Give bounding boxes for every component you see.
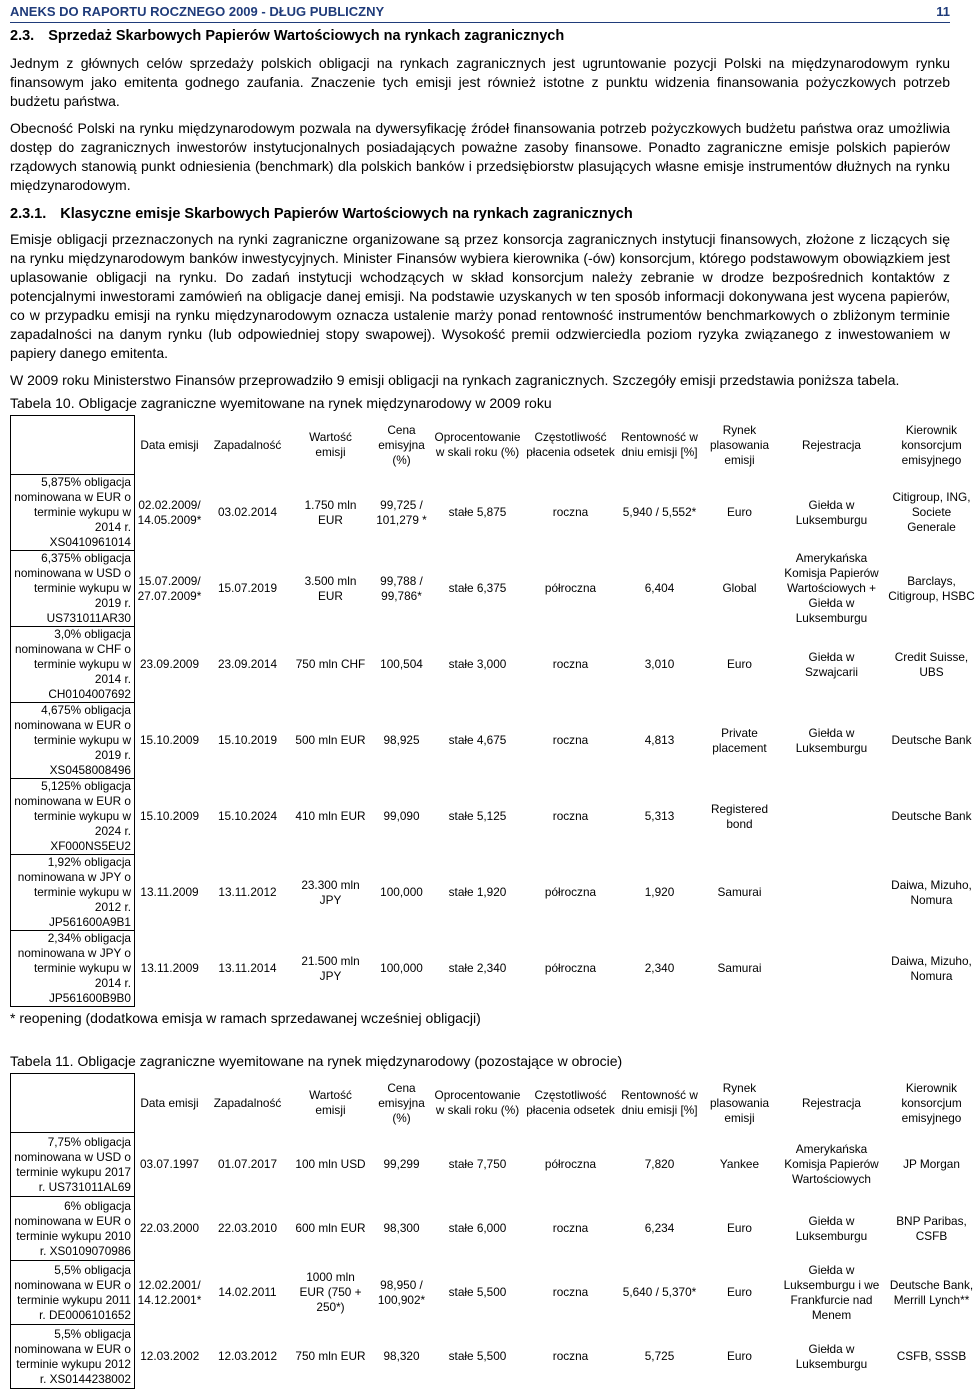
table-row	[11, 1133, 979, 1197]
bond-name-cell: 2,34% obligacja nominowana w JPY o terminie wykupu w 2014 r. JP561600B9B0	[11, 931, 135, 1007]
bond-name-cell: 7,75% obligacja nominowana w USD o terminie wykupu 2017 r. US731011AL69	[11, 1133, 135, 1197]
table-cell: roczna	[552, 1285, 589, 1299]
table-cell: 98,300	[383, 1221, 420, 1235]
table-cell: 98,950 / 100,902*	[377, 1277, 426, 1307]
column-header: Zapadalność	[213, 1095, 282, 1110]
table-cell: Samurai	[717, 961, 762, 975]
table-cell: 6,404	[644, 581, 675, 595]
subsection-title: Klasyczne emisje Skarbowych Papierów Wartościowych na rynkach zagranicznych	[60, 206, 633, 222]
table-cell: 12.03.2012	[217, 1349, 278, 1363]
table-cell: 22.03.2010	[217, 1221, 278, 1235]
column-header: Częstotliwość płacenia odsetek	[526, 430, 615, 459]
table-cell: 13.11.2012	[218, 885, 277, 899]
table-cell: BNP Paribas, CSFB	[896, 1213, 967, 1243]
paragraph: W 2009 roku Ministerstwo Finansów przeprowadziło 9 emisji obligacji na rynkach zagranicznych. Szczegóły emisji przedstawia poniższa tabela.	[10, 372, 900, 388]
table-cell: stałe 5,875	[448, 505, 507, 519]
table-cell: 3.500 mln EUR	[304, 573, 357, 603]
column-header: Rejestracja	[801, 437, 861, 452]
table-cell: półroczna	[544, 885, 597, 899]
table-cell: stałe 3,000	[448, 657, 507, 671]
table-cell: roczna	[552, 733, 589, 747]
table-cell: 98,925	[383, 733, 420, 747]
paragraph: Emisje obligacji przeznaczonych na rynki zagraniczne organizowane są przez konsorcja zagranicznych instytucji finansowych, złożone z liczących się na rynku międzynarodowym banków inwestycyjnych. Minister Finansów wybiera kierownika (-ów) konsorcjum, którego podstawowym obowiązkiem jest uplasowanie obligacji na rynku. Do zadań instytucji wchodzących w skład konsorcjum należy zebranie w drodze bezpośrednich kontaktów z potencjalnymi inwestorami zamówień na obligacje danej emisji. Na podstawie uzyskanych w ten sposób informacji dokonywana jest wycena papierów, co w przypadku emisji na rynku międzynarodowym oznacza ustalenie marży ponad rentowność instrumentów benchmarkowych o zbliżonym terminie zapadalności na danym rynku (lub odpowiedniej stopy swapowej). Wysokość premii odzwierciedla poziom ryzyka związanego z inwestowaniem w papiery danego emitenta.	[10, 231, 950, 361]
table-cell: stałe 2,340	[448, 961, 507, 975]
column-header: Kierownik konsorcjum emisyjnego	[901, 422, 962, 467]
table-cell: 03.07.1997	[139, 1157, 200, 1171]
table-header-row	[11, 416, 979, 475]
table-cell: 100 mln USD	[295, 1157, 366, 1171]
table-cell: Giełda w Luksemburgu	[795, 497, 868, 527]
table-cell: Deutsche Bank	[891, 733, 972, 747]
table-cell	[779, 779, 885, 855]
table-cell: 7,820	[644, 1157, 675, 1171]
table-cell: Giełda w Luksemburgu	[795, 725, 868, 755]
table-cell: stałe 7,750	[448, 1157, 507, 1171]
table-cell: 23.09.2014	[217, 657, 278, 671]
table-cell: 5,313	[644, 809, 675, 823]
table-cell: 14.02.2011	[218, 1285, 277, 1299]
table-cell: Private placement	[712, 725, 767, 755]
table-row	[11, 551, 979, 627]
table-cell: Euro	[727, 657, 752, 671]
table-cell	[779, 931, 885, 1007]
bond-name-cell: 6,375% obligacja nominowana w USD o terminie wykupu w 2019 r. US731011AR30	[11, 551, 135, 627]
table-cell: 100,000	[380, 961, 423, 975]
table-cell	[779, 855, 885, 931]
column-header: Rynek plasowania emisji	[709, 422, 770, 467]
table-cell: 12.03.2002	[140, 1349, 200, 1363]
column-header: Zapadalność	[213, 437, 282, 452]
table-cell: roczna	[552, 505, 589, 519]
subsection-heading	[10, 205, 950, 224]
table-cell: 750 mln CHF	[295, 657, 366, 671]
table-cell: Citigroup, ING, Societe Generale	[892, 490, 971, 534]
bond-name-cell: 5,875% obligacja nominowana w EUR o terminie wykupu w 2014 r. XS0410961014	[11, 475, 135, 551]
table-cell: 15.10.2009	[139, 809, 200, 823]
table-cell: Samurai	[717, 885, 762, 899]
table-cell: stałe 5,500	[448, 1349, 507, 1363]
table-cell: 12.02.2001/ 14.12.2001*	[137, 1277, 202, 1307]
table-cell: roczna	[552, 809, 589, 823]
table-cell: JP Morgan	[903, 1157, 960, 1171]
table-cell: 15.10.2009	[139, 733, 200, 747]
table-cell: stałe 5,125	[448, 809, 507, 823]
table-cell: stałe 4,675	[448, 733, 507, 747]
table-cell: roczna	[552, 1221, 589, 1235]
bond-name-cell: 5,5% obligacja nominowana w EUR o terminie wykupu 2011 r. DE0006101652	[11, 1261, 135, 1325]
table-cell: 98,320	[383, 1349, 420, 1363]
table-cell: 22.03.2000	[139, 1221, 200, 1235]
table-cell: 01.07.2017	[217, 1157, 278, 1171]
table-cell: Deutsche Bank	[891, 809, 972, 823]
page-content	[10, 27, 975, 1389]
column-header: Rentowność w dniu emisji [%]	[621, 1088, 698, 1117]
table-cell: stałe 5,500	[448, 1285, 507, 1299]
table-cell: 99,725 / 101,279 *	[376, 497, 427, 527]
bond-name-cell: 4,675% obligacja nominowana w EUR o terminie wykupu w 2019 r. XS0458008496	[11, 703, 135, 779]
table-cell: 1000 mln EUR (750 + 250*)	[299, 1270, 362, 1314]
table-header-row	[11, 1074, 979, 1133]
table-row	[11, 1325, 979, 1389]
table-row	[11, 703, 979, 779]
table-cell: Euro	[727, 1349, 752, 1363]
table11-caption: Tabela 11. Obligacje zagraniczne wyemitowane na rynek międzynarodowy (pozostające w obrocie)	[10, 1053, 623, 1069]
table-cell: 100,504	[380, 657, 423, 671]
table-cell: Giełda w Luksemburgu	[795, 1213, 868, 1243]
column-header: Cena emisyjna (%)	[378, 422, 425, 467]
table-cell: 15.10.2024	[217, 809, 278, 823]
column-header: Oprocentowanie w skali roku (%)	[434, 430, 521, 459]
table-cell: roczna	[552, 1349, 589, 1363]
table-cell: CSFB, SSSB	[896, 1349, 967, 1363]
table-cell: Daiwa, Mizuho, Nomura	[891, 953, 972, 983]
subsection-number: 2.3.1.	[10, 206, 47, 222]
table-cell: Daiwa, Mizuho, Nomura	[891, 877, 972, 907]
table-cell: 21.500 mln JPY	[301, 953, 360, 983]
table-row	[11, 1261, 979, 1325]
bond-name-cell: 5,5% obligacja nominowana w EUR o terminie wykupu 2012 r. XS0144238002	[11, 1325, 135, 1389]
table-row	[11, 779, 979, 855]
page-number: 11	[936, 4, 950, 19]
table-cell: Yankee	[719, 1157, 760, 1171]
column-header: Kierownik konsorcjum emisyjnego	[901, 1080, 962, 1125]
report-title: ANEKS DO RAPORTU ROCZNEGO 2009 - DŁUG PUBLICZNY	[10, 4, 385, 19]
table-cell: Giełda w Luksemburgu i we Frankfurcie nad Menem	[783, 1262, 880, 1322]
table10-footnote: * reopening (dodatkowa emisja w ramach sprzedawanej wcześniej obligacji)	[10, 1010, 481, 1026]
bond-name-cell: 3,0% obligacja nominowana w CHF o terminie wykupu w 2014 r. CH0104007692	[11, 627, 135, 703]
table-cell: Registered bond	[710, 801, 769, 831]
column-header: Wartość emisji	[309, 1088, 352, 1117]
table-cell: 6,234	[644, 1221, 675, 1235]
column-header: Data emisji	[140, 1095, 199, 1110]
table-cell: 15.10.2019	[217, 733, 278, 747]
column-header: Wartość emisji	[309, 430, 352, 459]
table-cell: Giełda w Szwajcarii	[804, 649, 859, 679]
table-cell: stałe 1,920	[448, 885, 507, 899]
page-header	[10, 2, 950, 23]
table-cell: roczna	[552, 657, 589, 671]
column-header: Rynek plasowania emisji	[709, 1080, 770, 1125]
table-row	[11, 627, 979, 703]
table11	[10, 1073, 979, 1389]
table-cell: 99,788 / 99,786*	[380, 573, 423, 603]
table-cell: 13.11.2014	[218, 961, 277, 975]
column-header: Rentowność w dniu emisji [%]	[621, 430, 698, 459]
bond-name-cell: 1,92% obligacja nominowana w JPY o terminie wykupu w 2012 r. JP561600A9B1	[11, 855, 135, 931]
header-blank-cell	[11, 416, 135, 475]
table-cell: Global	[722, 581, 757, 595]
table-row	[11, 855, 979, 931]
table-cell: 5,640 / 5,370*	[622, 1285, 697, 1299]
table-cell: 02.02.2009/ 14.05.2009*	[137, 497, 202, 527]
table-cell: 23.300 mln JPY	[301, 877, 360, 907]
bond-name-cell: 6% obligacja nominowana w EUR o terminie wykupu 2010 r. XS0109070986	[11, 1197, 135, 1261]
column-header: Data emisji	[140, 437, 199, 452]
table-cell: 1,920	[644, 885, 675, 899]
table10-caption: Tabela 10. Obligacje zagraniczne wyemitowane na rynek międzynarodowy w 2009 roku	[10, 395, 552, 411]
table-row	[11, 1197, 979, 1261]
table-cell: 100,000	[380, 885, 423, 899]
table-cell: Barclays, Citigroup, HSBC	[888, 573, 975, 603]
table-cell: 410 mln EUR	[295, 809, 366, 823]
paragraph: Obecność Polski na rynku międzynarodowym pozwala na dywersyfikację źródeł finansowania potrzeb pożyczkowych budżetu państwa oraz umożliwia dostęp do zagranicznych inwestorów instytucjonalnych posiadających poważne zasoby finansowe. Ponadto zagraniczne emisje polskich papierów rządowych stanowią punkt odniesienia (benchmark) dla polskich banków i przedsiębiorstw plasujących własne emisje instrumentów dłużnych na rynku międzynarodowym.	[10, 120, 950, 193]
table-cell: Amerykańska Komisja Papierów Wartościowych + Giełda w Luksemburgu	[784, 551, 879, 625]
table-cell: półroczna	[544, 581, 597, 595]
table-cell: 1.750 mln EUR	[304, 497, 357, 527]
table-cell: 15.07.2019	[217, 581, 278, 595]
header-blank-cell	[11, 1074, 135, 1133]
table-cell: Giełda w Luksemburgu	[795, 1341, 868, 1371]
column-header: Częstotliwość płacenia odsetek	[526, 1088, 615, 1117]
table-cell: Euro	[727, 1285, 752, 1299]
paragraph: Jednym z głównych celów sprzedaży polskich obligacji na rynkach zagranicznych jest ugruntowanie pozycji Polski na międzynarodowym rynku finansowym jako emitenta godnego zaufania. Znaczenie tych emisji jest również istotne z punktu widzenia finansowania pożyczkowych potrzeb budżetu państwa.	[10, 55, 950, 109]
table-cell: 750 mln EUR	[295, 1349, 366, 1363]
section-heading	[10, 27, 950, 46]
section-number: 2.3.	[10, 28, 35, 44]
table-cell: 99,090	[383, 809, 420, 823]
table-cell: 2,340	[644, 961, 675, 975]
table-row	[11, 931, 979, 1007]
table-row	[11, 475, 979, 551]
table-cell: 3,010	[644, 657, 675, 671]
table-cell: 500 mln EUR	[295, 733, 366, 747]
table-cell: półroczna	[544, 961, 597, 975]
table-cell: 13.11.2009	[140, 961, 199, 975]
table-cell: stałe 6,375	[448, 581, 507, 595]
table-cell: 5,725	[644, 1349, 675, 1363]
table-cell: Credit Suisse, UBS	[894, 649, 969, 679]
table-cell: Amerykańska Komisja Papierów Wartościowych	[784, 1142, 879, 1186]
table-cell: 23.09.2009	[139, 657, 200, 671]
table-cell: 600 mln EUR	[295, 1221, 366, 1235]
table10	[10, 415, 979, 1007]
column-header: Oprocentowanie w skali roku (%)	[434, 1088, 521, 1117]
column-header: Rejestracja	[801, 1095, 861, 1110]
table-cell: Deutsche Bank, Merrill Lynch**	[889, 1277, 974, 1307]
table-cell: 99,299	[383, 1157, 420, 1171]
table-cell: stałe 6,000	[448, 1221, 507, 1235]
table-cell: 13.11.2009	[140, 885, 199, 899]
table-cell: 03.02.2014	[217, 505, 278, 519]
column-header: Cena emisyjna (%)	[378, 1080, 425, 1125]
table-cell: 15.07.2009/ 27.07.2009*	[137, 573, 202, 603]
table-cell: 4,813	[644, 733, 675, 747]
bond-name-cell: 5,125% obligacja nominowana w EUR o terminie wykupu w 2024 r. XF000NS5EU2	[11, 779, 135, 855]
table-cell: półroczna	[544, 1157, 597, 1171]
section-title: Sprzedaż Skarbowych Papierów Wartościowych na rynkach zagranicznych	[48, 28, 565, 44]
table-cell: 5,940 / 5,552*	[622, 505, 697, 519]
table-cell: Euro	[727, 1221, 752, 1235]
table-cell: Euro	[727, 505, 752, 519]
